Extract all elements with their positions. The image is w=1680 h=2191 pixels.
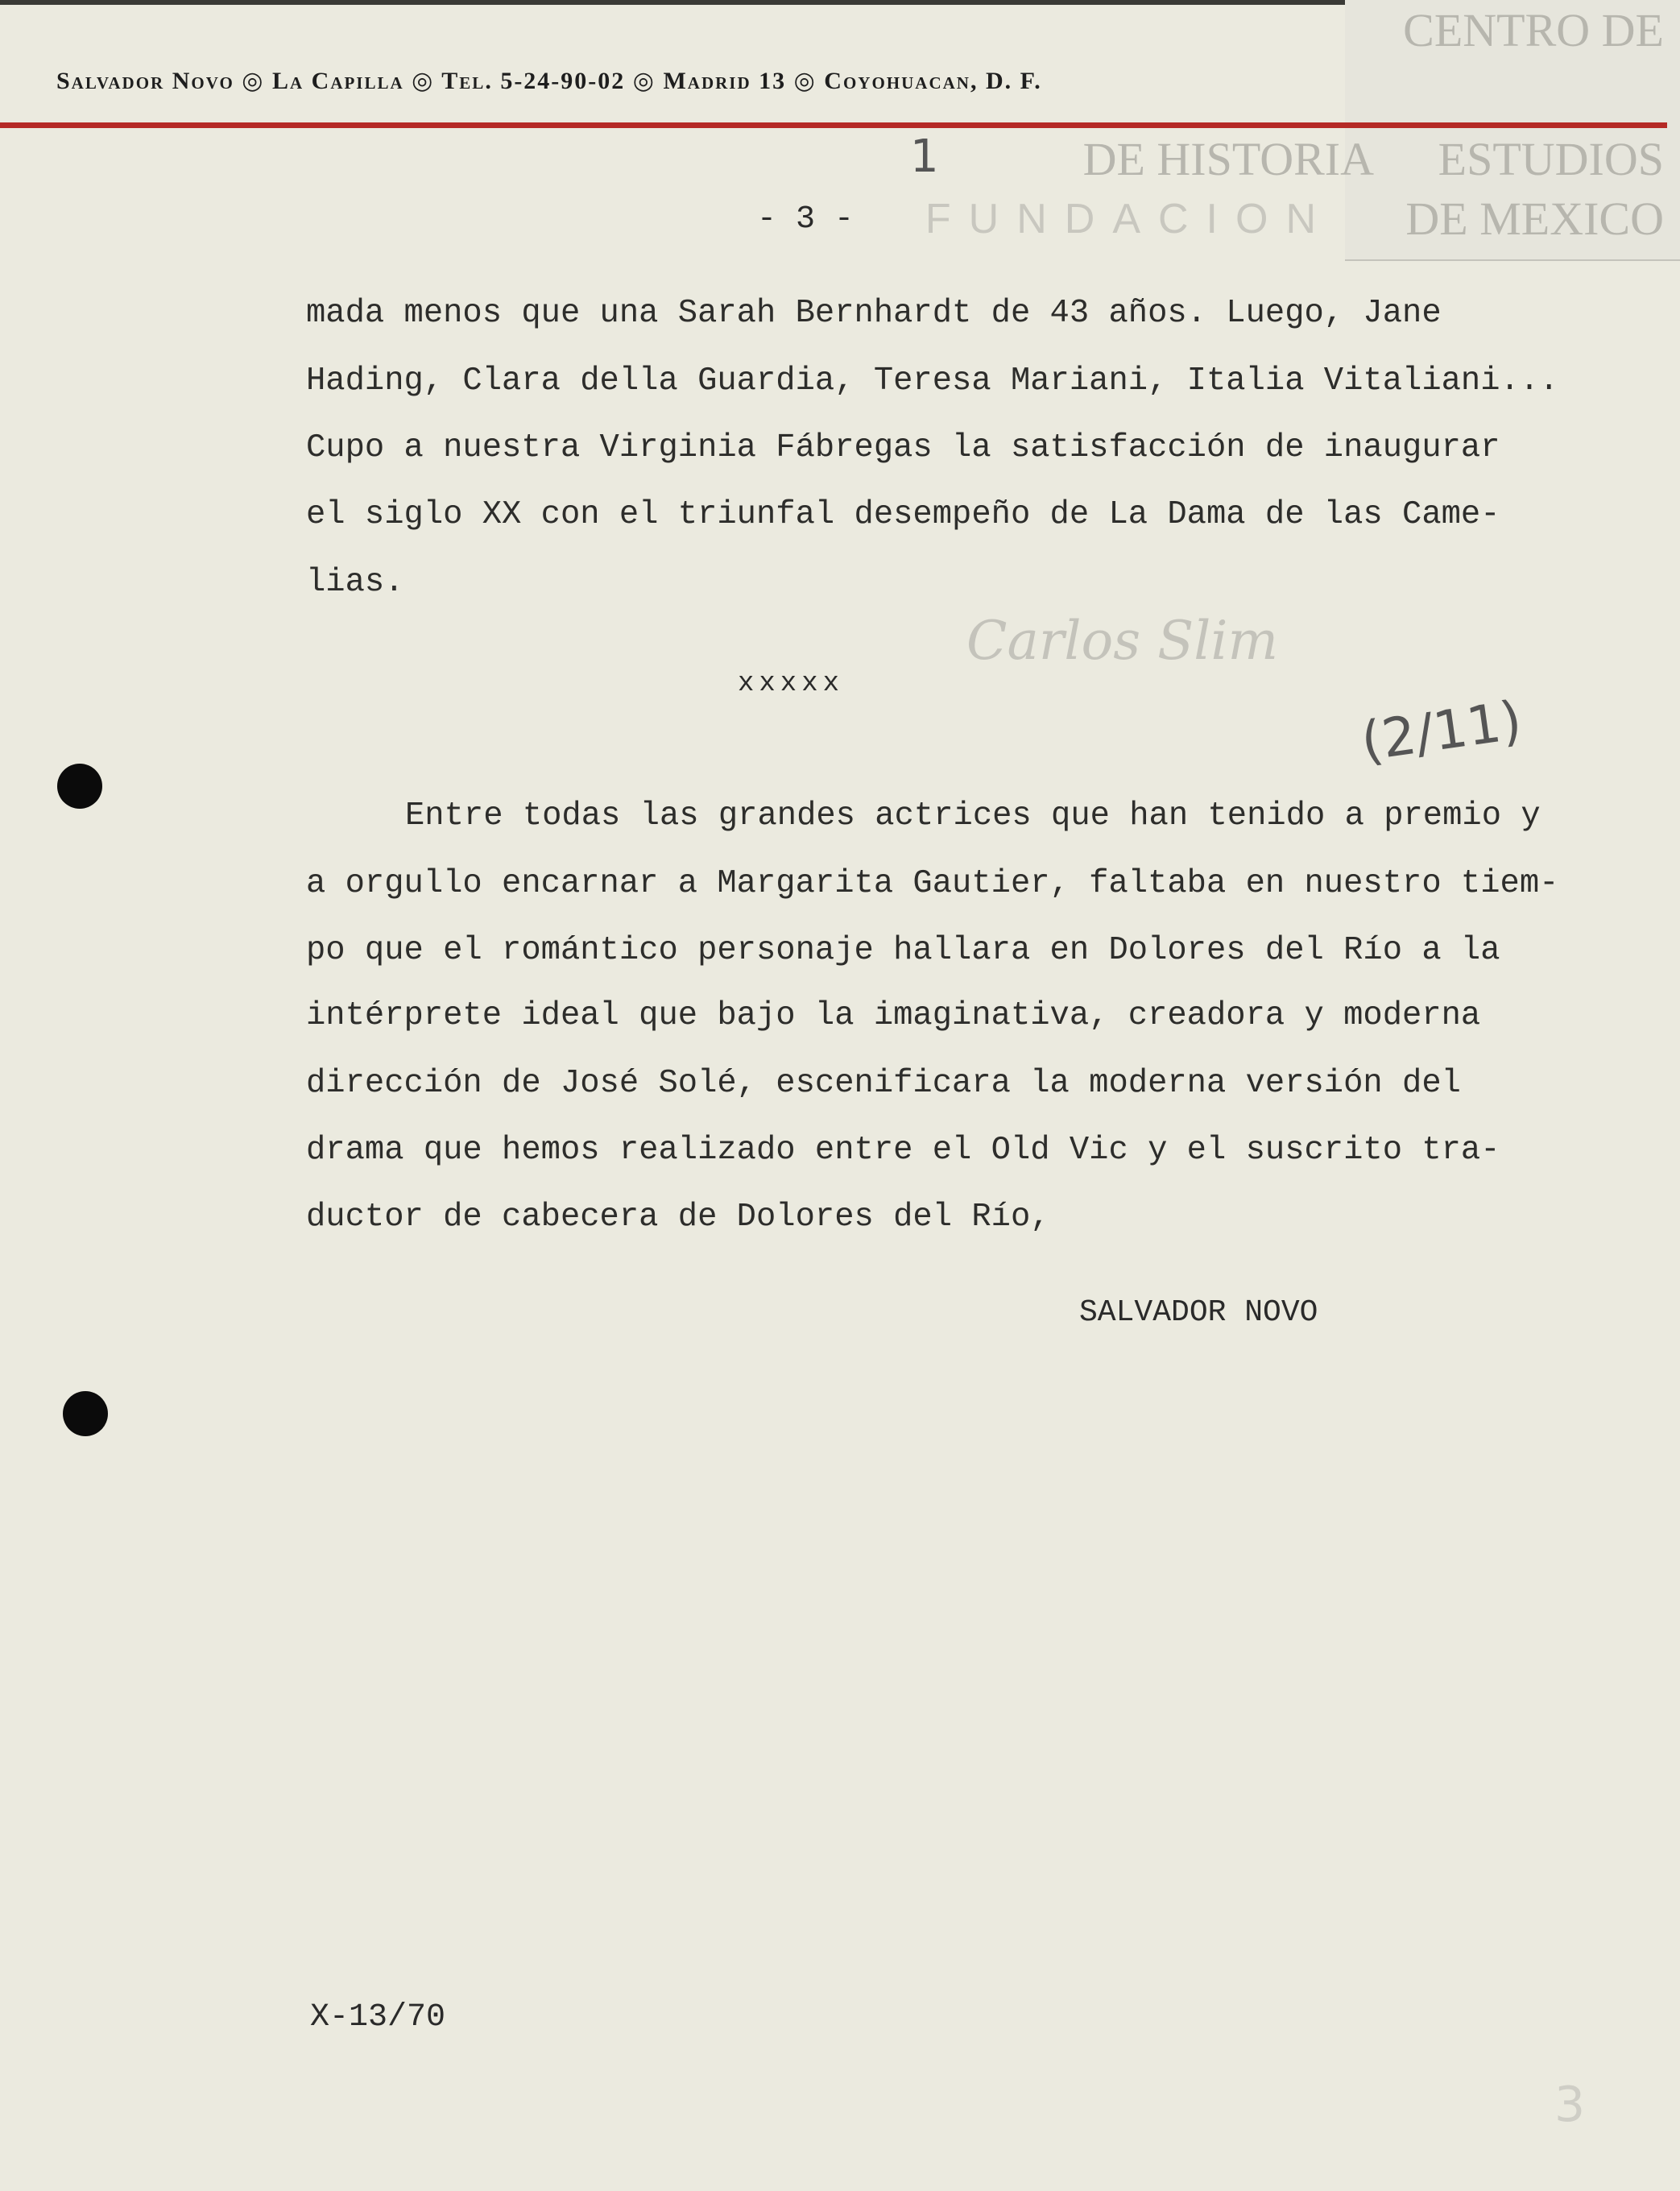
letterhead-red-rule [0,122,1667,128]
page-number: - 3 - [757,201,854,238]
text-line: a orgullo encarnar a Margarita Gautier, faltaba en nuestro tiem- [306,865,1559,902]
watermark-line: DE HISTORIA [1082,133,1374,185]
watermark-line: FUNDACION [925,196,1334,242]
text-line: intérprete ideal que bajo la imaginativa, creadora y moderna [306,997,1481,1034]
text-line: dirección de José Solé, escenificara la moderna versión del [306,1065,1461,1102]
text-line: ductor de cabecera de Dolores del Río, [306,1199,1050,1236]
punch-hole [63,1391,108,1436]
sheet-annotation: (2/11) [1357,689,1525,773]
text-line: lias. [306,564,404,601]
watermark-signature-logo: Carlos Slim [966,610,1279,672]
text-line: Entre todas las grandes actrices que han tenido a premio y [405,797,1541,835]
text-line: el siglo XX con el triunfal desempeño de La Dama de las Came- [306,496,1500,533]
watermark-line: DE MEXICO [1405,193,1664,245]
text-line: drama que hemos realizado entre el Old Vic y el suscrito tra- [306,1132,1500,1169]
text-line: Hading, Clara della Guardia, Teresa Mariani, Italia Vitaliani... [306,362,1559,400]
text-line: Cupo a nuestra Virginia Fábregas la satisfacción de inaugurar [306,429,1500,466]
watermark-line: CENTRO DE [1403,4,1664,56]
punch-hole [57,764,102,809]
reference-code: X-13/70 [310,1999,446,2036]
watermark-rule [1345,259,1680,261]
text-line: po que el romántico personaje hallara en Dolores del Río a la [306,932,1500,969]
section-separator: xxxxx [738,669,845,699]
letterhead: Salvador Novo ◎ La Capilla ◎ Tel. 5-24-90-02 ◎ Madrid 13 ◎ Coyohuacan, D. F. [56,68,1042,94]
folio-annotation: 1 [910,130,939,183]
signature: SALVADOR NOVO [1079,1295,1318,1330]
corner-number: 3 [1554,2077,1586,2133]
text-line: mada menos que una Sarah Bernhardt de 43 años. Luego, Jane [306,295,1442,332]
watermark-line: ESTUDIOS [1438,133,1664,185]
